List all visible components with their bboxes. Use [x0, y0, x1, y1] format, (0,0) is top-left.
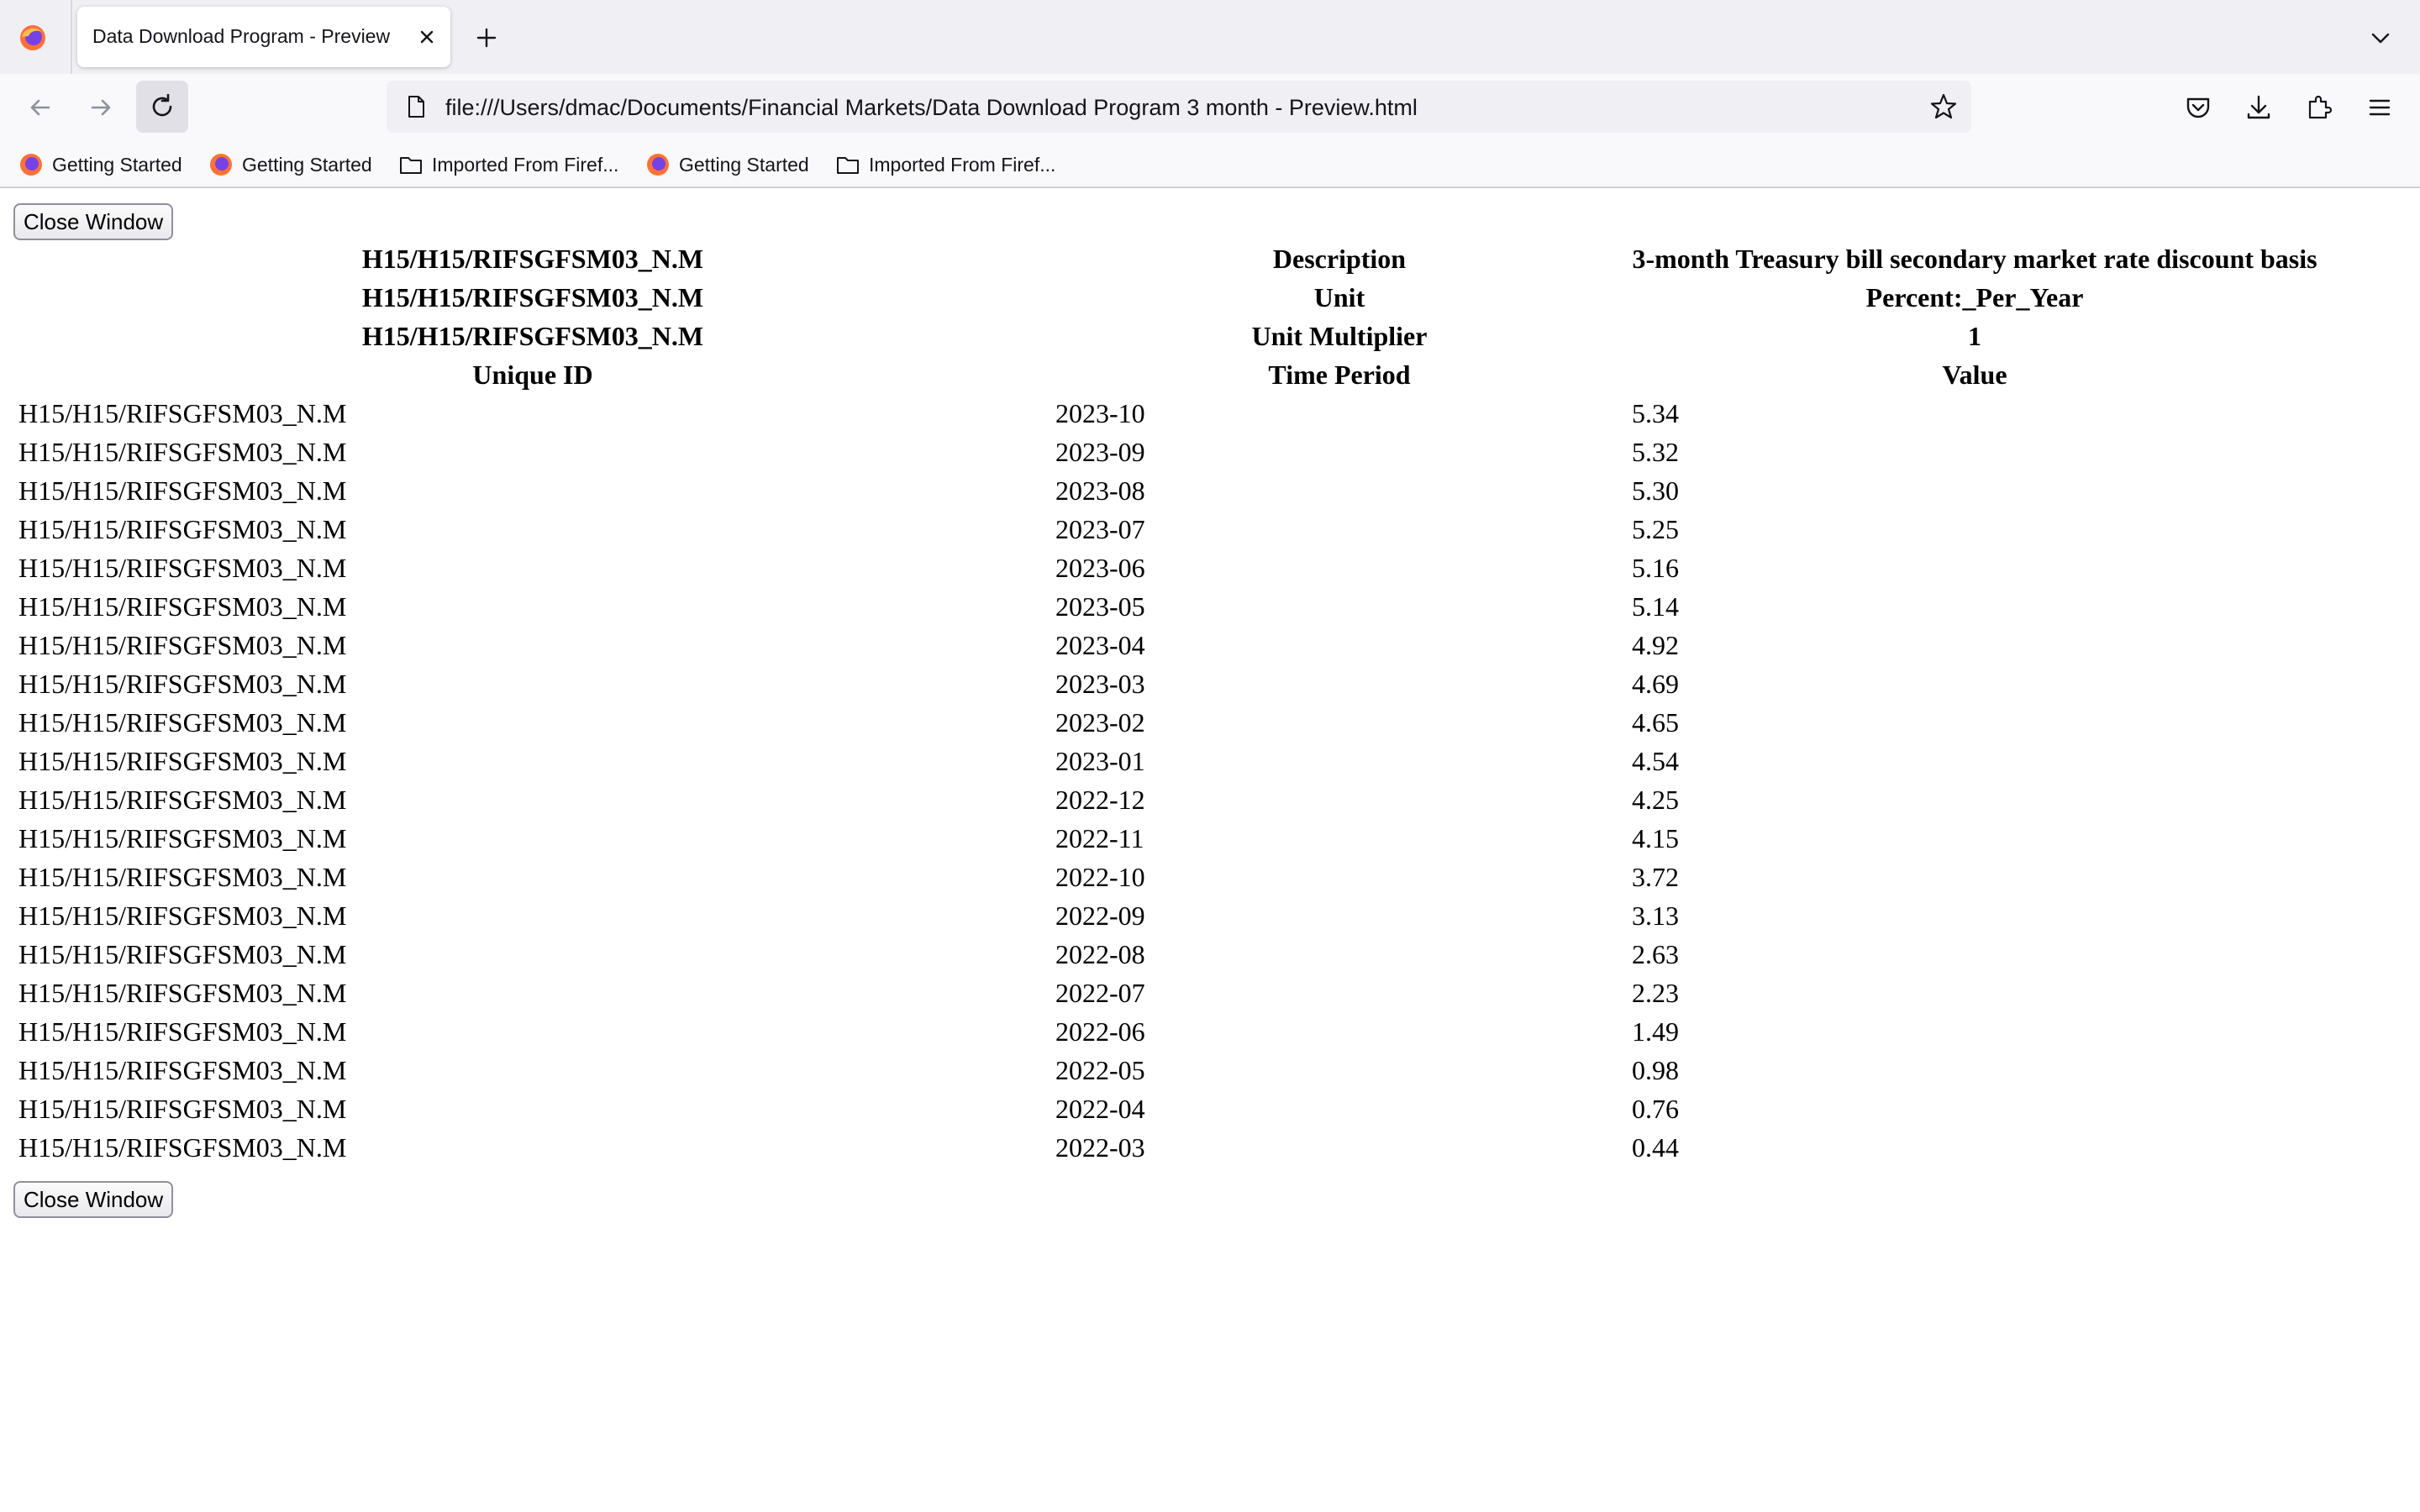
table-row	[0, 703, 2420, 742]
unique-id-cell: H15/H15/RIFSGFSM03_N.M	[18, 1055, 347, 1085]
value-cell: 4.54	[1632, 746, 1679, 776]
downloads-icon[interactable]	[2242, 91, 2275, 124]
time-period-cell: 2022-05	[1055, 1055, 1145, 1085]
bookmark-label: Getting Started	[242, 153, 372, 176]
table-row	[0, 471, 2420, 510]
header-cell: H15/H15/RIFSGFSM03_N.M	[361, 244, 704, 274]
value-cell: 1.49	[1632, 1016, 1679, 1047]
bookmark-star-icon[interactable]	[1928, 91, 1960, 123]
header-row-unit-multiplier	[0, 317, 2420, 355]
forward-icon[interactable]	[84, 91, 118, 124]
table-row	[0, 742, 2420, 780]
time-period-cell: 2023-09	[1055, 437, 1145, 467]
extensions-icon[interactable]	[2302, 91, 2336, 124]
unique-id-cell: H15/H15/RIFSGFSM03_N.M	[18, 746, 347, 776]
bookmark-label: Imported From Firef...	[869, 153, 1056, 176]
folder-icon	[835, 152, 860, 177]
close-window-button-top[interactable]: Close Window	[13, 203, 173, 240]
unique-id-cell: H15/H15/RIFSGFSM03_N.M	[18, 978, 347, 1008]
table-row	[0, 1128, 2420, 1167]
unique-id-cell: H15/H15/RIFSGFSM03_N.M	[18, 630, 347, 660]
table-row	[0, 819, 2420, 858]
value-cell: 5.25	[1632, 514, 1679, 544]
header-row-description	[0, 239, 2420, 278]
unique-id-cell: H15/H15/RIFSGFSM03_N.M	[18, 1016, 347, 1047]
unique-id-cell: H15/H15/RIFSGFSM03_N.M	[18, 475, 347, 506]
table-row	[0, 394, 2420, 433]
value-cell: 2.23	[1632, 978, 1679, 1008]
time-period-cell: 2023-05	[1055, 591, 1145, 622]
page-icon	[402, 92, 430, 121]
value-cell: 5.16	[1632, 553, 1679, 583]
value-cell: 3.72	[1632, 862, 1679, 892]
firefox-icon	[208, 152, 234, 177]
tab-divider	[71, 0, 72, 74]
table-row	[0, 433, 2420, 471]
value-cell: 0.44	[1632, 1132, 1679, 1163]
firefox-icon	[645, 152, 671, 177]
close-tab-icon[interactable]	[413, 24, 440, 50]
value-cell: 5.34	[1632, 398, 1679, 428]
bookmark-getting-started[interactable]	[208, 150, 372, 180]
bookmark-label: Getting Started	[679, 153, 809, 176]
unique-id-cell: H15/H15/RIFSGFSM03_N.M	[18, 862, 347, 892]
value-cell: 4.69	[1632, 669, 1679, 699]
table-row	[0, 510, 2420, 549]
table-row	[0, 1089, 2420, 1128]
header-row-unit	[0, 278, 2420, 317]
bookmark-label: Imported From Firef...	[432, 153, 619, 176]
unique-id-cell: H15/H15/RIFSGFSM03_N.M	[18, 785, 347, 815]
column-header-value: Value	[1942, 360, 2007, 390]
value-cell: 4.15	[1632, 823, 1679, 853]
time-period-cell: 2023-08	[1055, 475, 1145, 506]
unique-id-cell: H15/H15/RIFSGFSM03_N.M	[18, 823, 347, 853]
time-period-cell: 2022-07	[1055, 978, 1145, 1008]
value-cell: 5.32	[1632, 437, 1679, 467]
value-cell: 4.25	[1632, 785, 1679, 815]
time-period-cell: 2022-10	[1055, 862, 1145, 892]
time-period-cell: 2022-04	[1055, 1094, 1145, 1124]
url-text[interactable]: file:///Users/dmac/Documents/Financial Markets/Data Download Program 3 month - Preview.html	[445, 95, 1418, 120]
table-row	[0, 858, 2420, 896]
reload-button[interactable]	[136, 81, 188, 133]
value-cell: 0.98	[1632, 1055, 1679, 1085]
time-period-cell: 2022-12	[1055, 785, 1145, 815]
unique-id-cell: H15/H15/RIFSGFSM03_N.M	[18, 900, 347, 931]
chevron-down-icon[interactable]	[2368, 25, 2393, 50]
header-cell: 3-month Treasury bill secondary market rate discount basis	[1632, 244, 2317, 274]
time-period-cell: 2022-09	[1055, 900, 1145, 931]
header-cell: H15/H15/RIFSGFSM03_N.M	[361, 321, 704, 351]
column-header-row	[0, 355, 2420, 394]
table-row	[0, 974, 2420, 1012]
tab-title: Data Download Program - Preview	[92, 25, 391, 47]
bookmark-folder-imported[interactable]	[398, 150, 618, 180]
page-content	[0, 190, 2420, 1512]
value-cell: 4.65	[1632, 707, 1679, 738]
bookmarks-toolbar	[0, 141, 2420, 188]
value-cell: 5.14	[1632, 591, 1679, 622]
unique-id-cell: H15/H15/RIFSGFSM03_N.M	[18, 553, 347, 583]
url-bar[interactable]	[387, 81, 1971, 133]
header-cell: 1	[1968, 321, 1981, 351]
column-header-unique-id: Unique ID	[472, 360, 593, 390]
menu-icon[interactable]	[2363, 91, 2396, 124]
new-tab-icon[interactable]	[472, 24, 501, 52]
tab-active[interactable]	[77, 7, 450, 67]
time-period-cell: 2023-10	[1055, 398, 1145, 428]
unique-id-cell: H15/H15/RIFSGFSM03_N.M	[18, 707, 347, 738]
bookmark-label: Getting Started	[52, 153, 182, 176]
time-period-cell: 2023-01	[1055, 746, 1145, 776]
table-row	[0, 896, 2420, 935]
bookmark-getting-started[interactable]	[645, 150, 809, 180]
value-cell: 0.76	[1632, 1094, 1679, 1124]
time-period-cell: 2023-03	[1055, 669, 1145, 699]
unique-id-cell: H15/H15/RIFSGFSM03_N.M	[18, 591, 347, 622]
firefox-logo-icon[interactable]	[18, 24, 47, 52]
unique-id-cell: H15/H15/RIFSGFSM03_N.M	[18, 1094, 347, 1124]
header-cell: H15/H15/RIFSGFSM03_N.M	[361, 282, 704, 312]
close-window-button-bottom[interactable]: Close Window	[13, 1181, 173, 1218]
value-cell: 4.92	[1632, 630, 1679, 660]
time-period-cell: 2023-07	[1055, 514, 1145, 544]
time-period-cell: 2023-02	[1055, 707, 1145, 738]
table-row	[0, 1012, 2420, 1051]
reload-icon	[145, 90, 179, 123]
table-row	[0, 626, 2420, 664]
time-period-cell: 2022-03	[1055, 1132, 1145, 1163]
nav-bar	[0, 74, 2420, 141]
table-row	[0, 549, 2420, 587]
value-cell: 2.63	[1632, 939, 1679, 969]
time-period-cell: 2023-06	[1055, 553, 1145, 583]
tab-bar	[0, 0, 2420, 74]
header-cell: Percent:_Per_Year	[1865, 282, 2084, 312]
header-cell: Unit Multiplier	[1251, 321, 1428, 351]
table-row	[0, 664, 2420, 703]
unique-id-cell: H15/H15/RIFSGFSM03_N.M	[18, 939, 347, 969]
value-cell: 3.13	[1632, 900, 1679, 931]
bookmark-folder-imported[interactable]	[835, 150, 1055, 180]
header-cell: Description	[1272, 244, 1407, 274]
unique-id-cell: H15/H15/RIFSGFSM03_N.M	[18, 1132, 347, 1163]
folder-icon	[398, 152, 424, 177]
header-cell: Unit	[1313, 282, 1365, 312]
unique-id-cell: H15/H15/RIFSGFSM03_N.M	[18, 514, 347, 544]
time-period-cell: 2023-04	[1055, 630, 1145, 660]
bookmark-getting-started[interactable]	[18, 150, 182, 180]
back-icon[interactable]	[24, 91, 57, 124]
unique-id-cell: H15/H15/RIFSGFSM03_N.M	[18, 398, 347, 428]
column-header-time-period: Time Period	[1268, 360, 1411, 390]
unique-id-cell: H15/H15/RIFSGFSM03_N.M	[18, 437, 347, 467]
table-row	[0, 780, 2420, 819]
time-period-cell: 2022-08	[1055, 939, 1145, 969]
time-period-cell: 2022-11	[1055, 823, 1144, 853]
table-row	[0, 587, 2420, 626]
time-period-cell: 2022-06	[1055, 1016, 1145, 1047]
value-cell: 5.30	[1632, 475, 1679, 506]
unique-id-cell: H15/H15/RIFSGFSM03_N.M	[18, 669, 347, 699]
pocket-icon[interactable]	[2181, 91, 2215, 124]
table-row	[0, 1051, 2420, 1089]
firefox-icon	[18, 152, 44, 177]
table-row	[0, 935, 2420, 974]
